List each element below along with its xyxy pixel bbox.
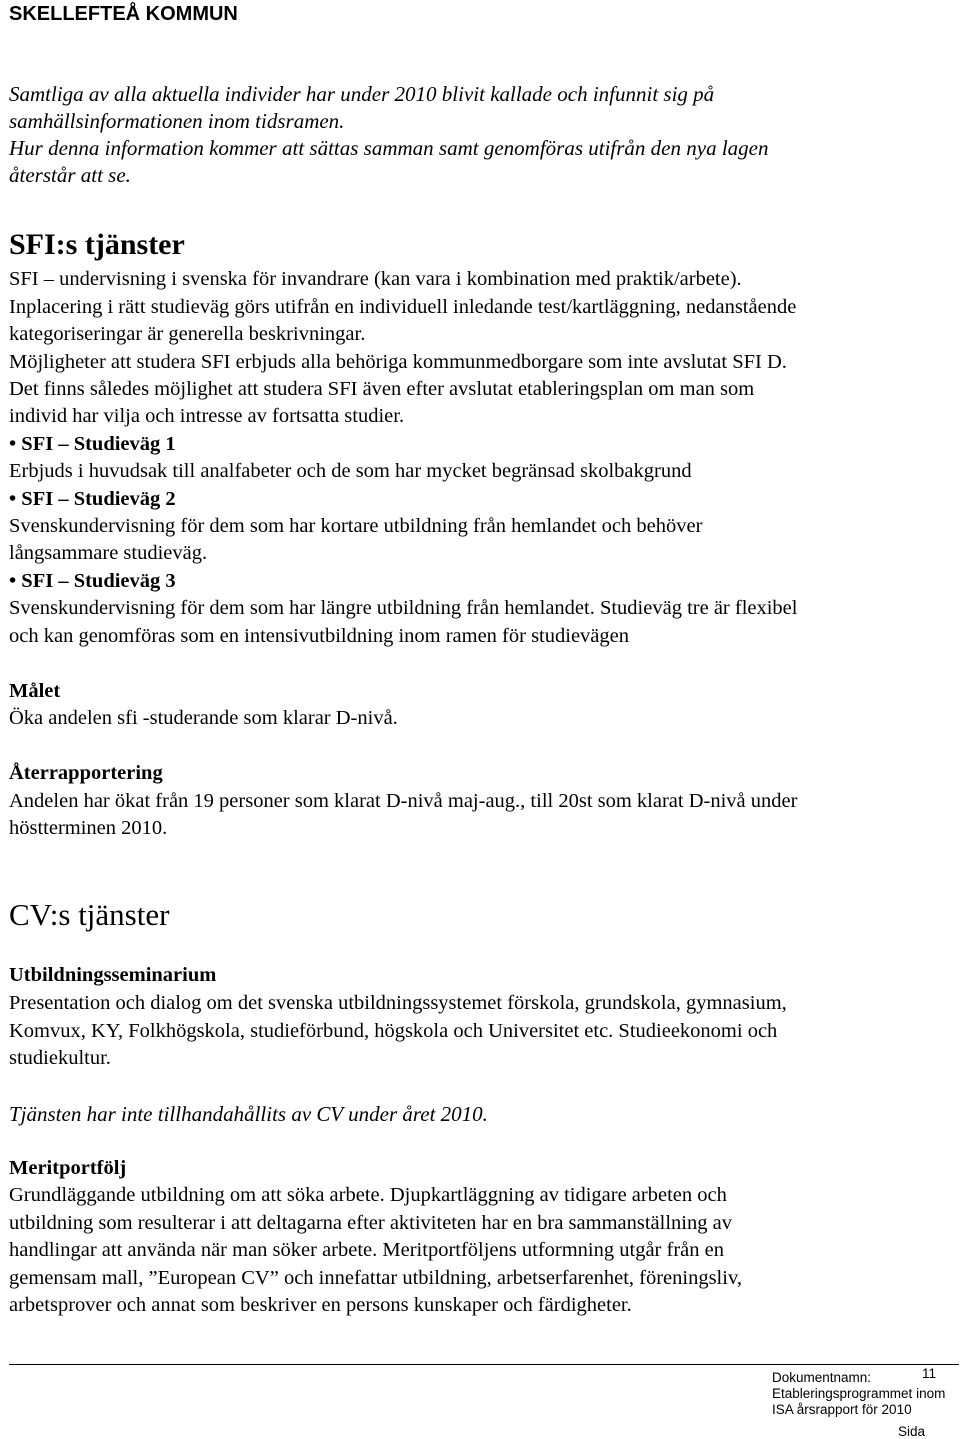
sfi-line: kategoriseringar är generella beskrivningar.: [9, 323, 366, 345]
portfolio-line: Grundläggande utbildning om att söka arbete. Djupkartläggning av tidigare arbeten och: [9, 1184, 727, 1206]
studievag-title: • SFI – Studieväg 3: [9, 570, 176, 592]
goal-heading: Målet: [9, 680, 61, 702]
sfi-line: SFI – undervisning i svenska för invandrare (kan vara i kombination med praktik/arbete).: [9, 268, 742, 290]
sfi-line: Det finns således möjlighet att studera SFI även efter avslutat etableringsplan om man som: [9, 378, 755, 400]
portfolio-line: utbildning som resulterar i att deltagarna efter aktiviteten har en bra sammanställning av: [9, 1212, 732, 1234]
seminar-heading: Utbildningsseminarium: [9, 964, 217, 986]
footer-doc-name2: ISA årsrapport för 2010: [772, 1402, 912, 1417]
studievag-text: Svenskundervisning för dem som har längre utbildning från hemlandet. Studieväg tre är flexibel: [9, 597, 798, 619]
footer-divider: [9, 1364, 959, 1365]
seminar-line: studiekultur.: [9, 1047, 111, 1069]
studievag-text: Erbjuds i huvudsak till analfabeter och de som har mycket begränsad skolbakgrund: [9, 460, 692, 482]
portfolio-line: handlingar att använda när man söker arbete. Meritportföljens utformning utgår från en: [9, 1239, 724, 1261]
studievag-title: • SFI – Studieväg 2: [9, 488, 176, 510]
page-label: Sida: [898, 1424, 926, 1439]
intro-line: återstår att se.: [9, 163, 131, 187]
studievag-text: Svenskundervisning för dem som har kortare utbildning från hemlandet och behöver: [9, 515, 703, 537]
cv-heading: CV:s tjänster: [9, 897, 170, 932]
report-line: Andelen har ökat från 19 personer som klarat D-nivå maj-aug., till 20st som klarat D-nivå under: [9, 790, 798, 812]
goal-text: Öka andelen sfi -studerande som klarar D-nivå.: [9, 707, 398, 729]
footer-doc-label: Dokumentnamn:: [772, 1370, 872, 1385]
footer-doc-name: Etableringsprogrammet inom: [772, 1386, 946, 1401]
page-number: 11: [922, 1366, 937, 1381]
sfi-heading: SFI:s tjänster: [9, 228, 185, 261]
studievag-text: långsammare studieväg.: [9, 542, 208, 564]
sfi-line: Inplacering i rätt studieväg görs utifrån en individuell inledande test/kartläggning, nedanstående: [9, 296, 797, 318]
intro-line: Samtliga av alla aktuella individer har under 2010 blivit kallade och infunnit sig på: [9, 82, 715, 106]
seminar-note: Tjänsten har inte tillhandahållits av CV under året 2010.: [9, 1102, 488, 1126]
seminar-line: Komvux, KY, Folkhögskola, studieförbund, högskola och Universitet etc. Studieekonomi och: [9, 1020, 778, 1042]
portfolio-line: gemensam mall, ”European CV” och innefattar utbildning, arbetserfarenhet, föreningsliv,: [9, 1267, 742, 1289]
report-heading: Återrapportering: [9, 762, 163, 784]
studievag-text: och kan genomföras som en intensivutbildning inom ramen för studievägen: [9, 625, 629, 647]
document-header: SKELLEFTEÅ KOMMUN: [9, 3, 238, 25]
portfolio-line: arbetsprover och annat som beskriver en persons kunskaper och färdigheter.: [9, 1294, 632, 1316]
studievag-title: • SFI – Studieväg 1: [9, 433, 176, 455]
sfi-line: Möjligheter att studera SFI erbjuds alla behöriga kommunmedborgare som inte avslutat SFI D.: [9, 351, 787, 373]
intro-line: Hur denna information kommer att sättas samman samt genomföras utifrån den nya lagen: [9, 136, 769, 160]
seminar-line: Presentation och dialog om det svenska utbildningssystemet förskola, grundskola, gymnasium,: [9, 992, 787, 1014]
intro-line: samhällsinformationen inom tidsramen.: [9, 109, 345, 133]
report-line: höstterminen 2010.: [9, 817, 168, 839]
portfolio-heading: Meritportfölj: [9, 1157, 127, 1179]
sfi-line: individ har vilja och intresse av fortsatta studier.: [9, 405, 405, 427]
